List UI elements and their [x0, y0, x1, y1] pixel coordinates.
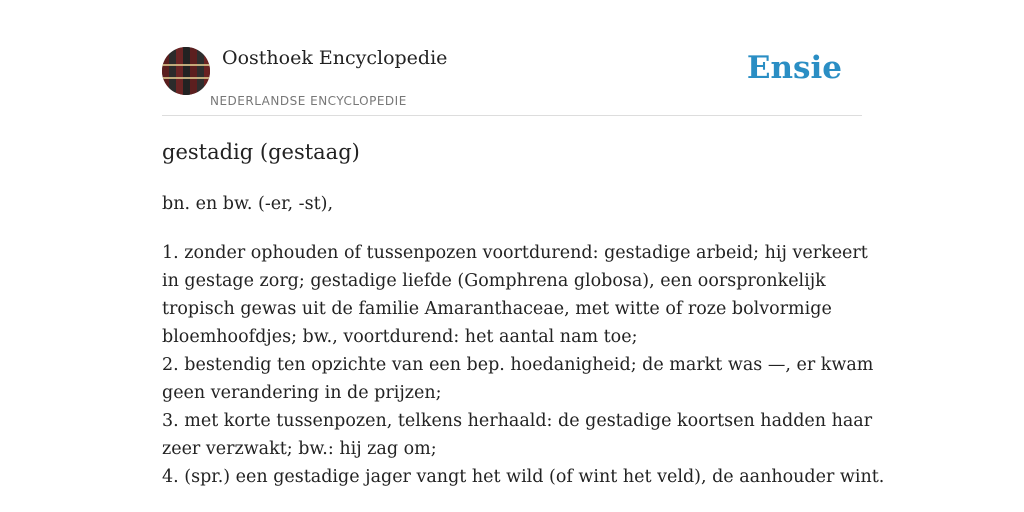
- brand-logo-link[interactable]: Ensie: [746, 50, 842, 86]
- entry-line: zeer verzwakt; bw.: hij zag om;: [162, 439, 437, 459]
- entry-body: [162, 239, 885, 491]
- entry-line: 3. met korte tussenpozen, telkens herhaald: de gestadige koortsen hadden haar: [162, 411, 873, 431]
- entry-grammar: bn. en bw. (-er, -st),: [162, 194, 334, 214]
- entry-line: in gestage zorg; gestadige liefde (Gomphrena globosa), een oorspronkelijk: [162, 271, 826, 291]
- entry-line: 1. zonder ophouden of tussenpozen voortdurend: gestadige arbeid; hij verkeert: [162, 243, 868, 263]
- site-title[interactable]: Oosthoek Encyclopedie: [222, 47, 448, 69]
- entry-line: bloemhoofdjes; bw., voortdurend: het aantal nam toe;: [162, 327, 638, 347]
- entry-line: 2. bestendig ten opzichte van een bep. hoedanigheid; de markt was —, er kwam: [162, 355, 874, 375]
- site-subtitle: NEDERLANDSE ENCYCLOPEDIE: [210, 94, 407, 108]
- entry-line: tropisch gewas uit de familie Amaranthaceae, met witte of roze bolvormige: [162, 299, 832, 319]
- entry-line: geen verandering in de prijzen;: [162, 383, 442, 403]
- entry-title: gestadig (gestaag): [162, 140, 360, 164]
- site-header: [162, 44, 862, 116]
- encyclopedia-books-logo[interactable]: [162, 47, 210, 95]
- entry-line: 4. (spr.) een gestadige jager vangt het wild (of wint het veld), de aanhouder wint.: [162, 467, 885, 487]
